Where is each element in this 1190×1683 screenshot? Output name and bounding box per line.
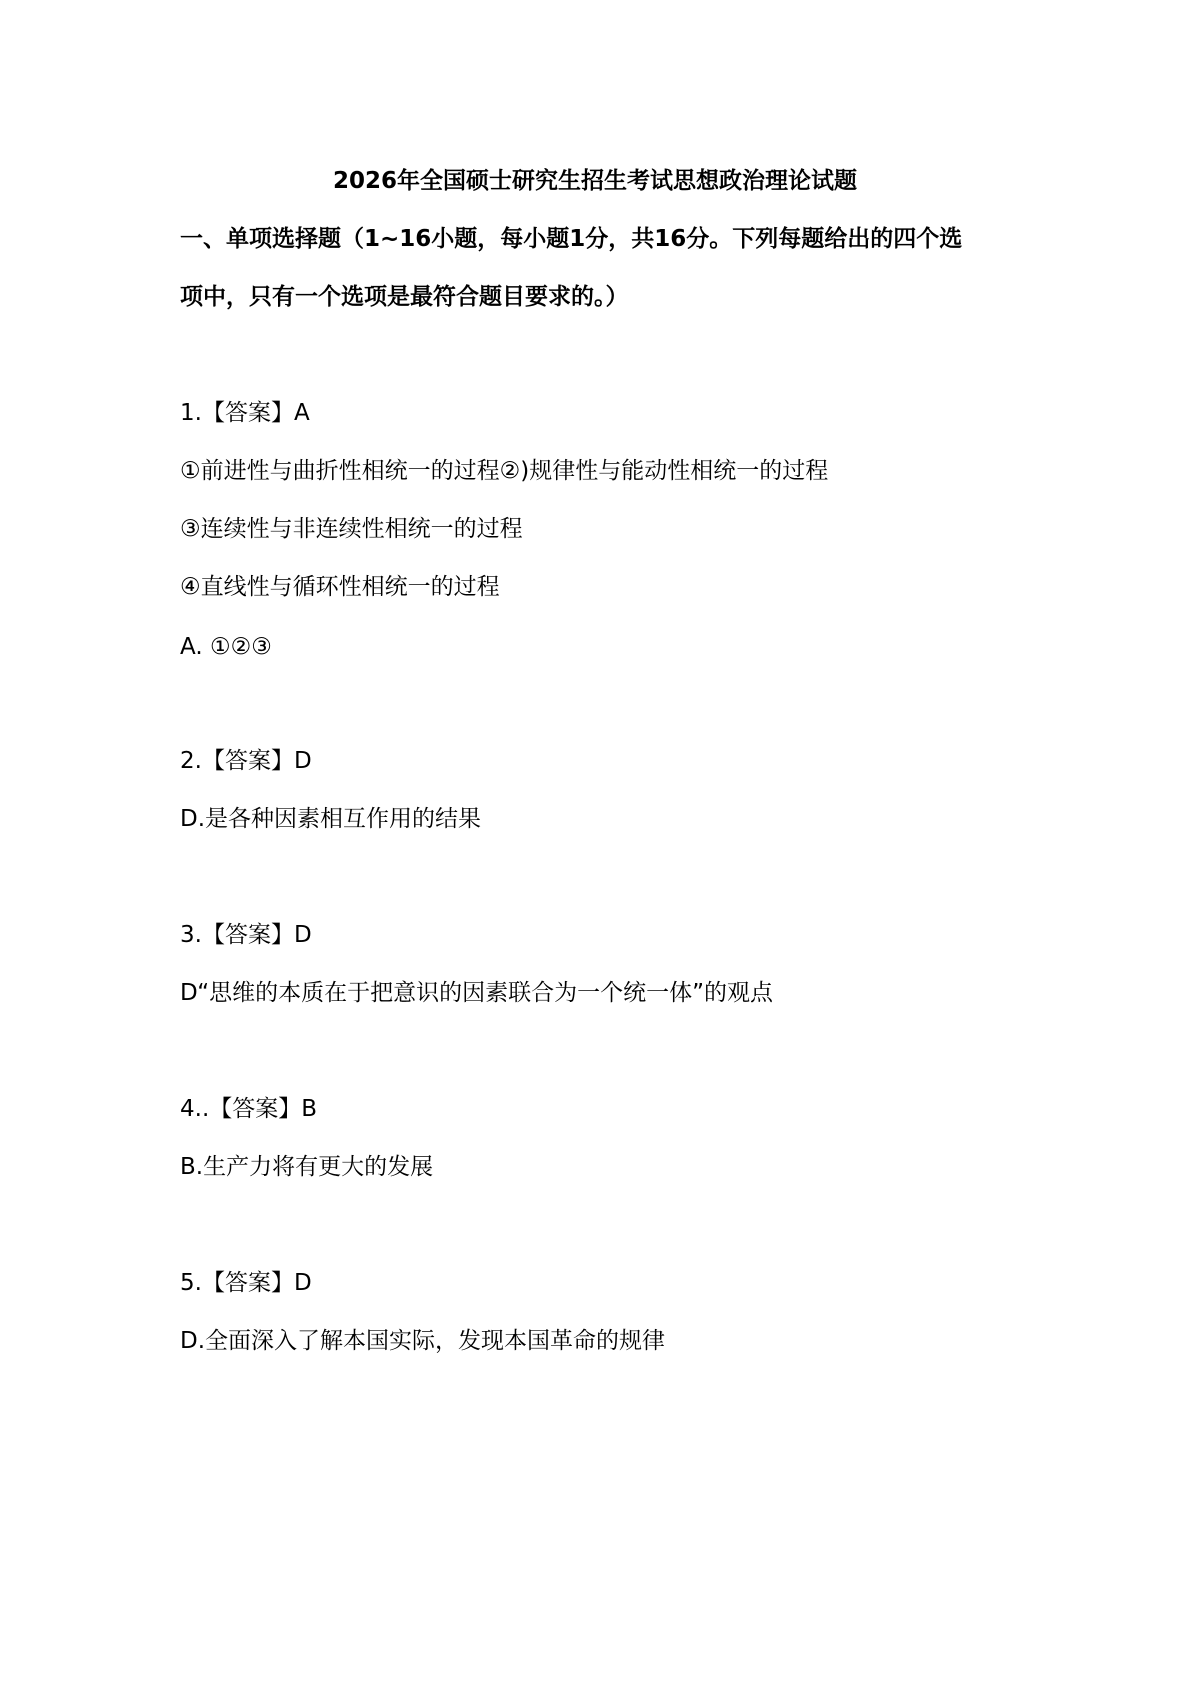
section-heading-line-2: 项中，只有一个选项是最符合题目要求的。）: [180, 284, 629, 310]
document-title: 2026年全国硕士研究生招生考试思想政治理论试题: [332, 168, 857, 194]
question-4-answer: 4..【答案】B: [180, 1096, 318, 1122]
question-5-answer: 5.【答案】D: [180, 1270, 312, 1296]
question-2-answer-choice: D.是各种因素相互作用的结果: [180, 806, 482, 832]
question-1-option-line: ③连续性与非连续性相统一的过程: [180, 516, 523, 542]
question-1-option-line: ①前进性与曲折性相统一的过程②)规律性与能动性相统一的过程: [180, 458, 829, 484]
question-5-answer-choice: D.全面深入了解本国实际，发现本国革命的规律: [180, 1328, 666, 1354]
question-1-answer-choice: A. ①②③: [180, 634, 272, 660]
question-1-answer: 1.【答案】A: [180, 400, 310, 426]
question-4-answer-choice: B.生产力将有更大的发展: [180, 1154, 434, 1180]
question-3-answer-choice: D“思维的本质在于把意识的因素联合为一个统一体”的观点: [180, 980, 774, 1006]
question-2-answer: 2.【答案】D: [180, 748, 312, 774]
question-3-answer: 3.【答案】D: [180, 922, 312, 948]
section-heading-line-1: 一、单项选择题（1~16小题，每小题1分，共16分。下列每题给出的四个选: [180, 226, 963, 252]
question-1-option-line: ④直线性与循环性相统一的过程: [180, 574, 500, 600]
